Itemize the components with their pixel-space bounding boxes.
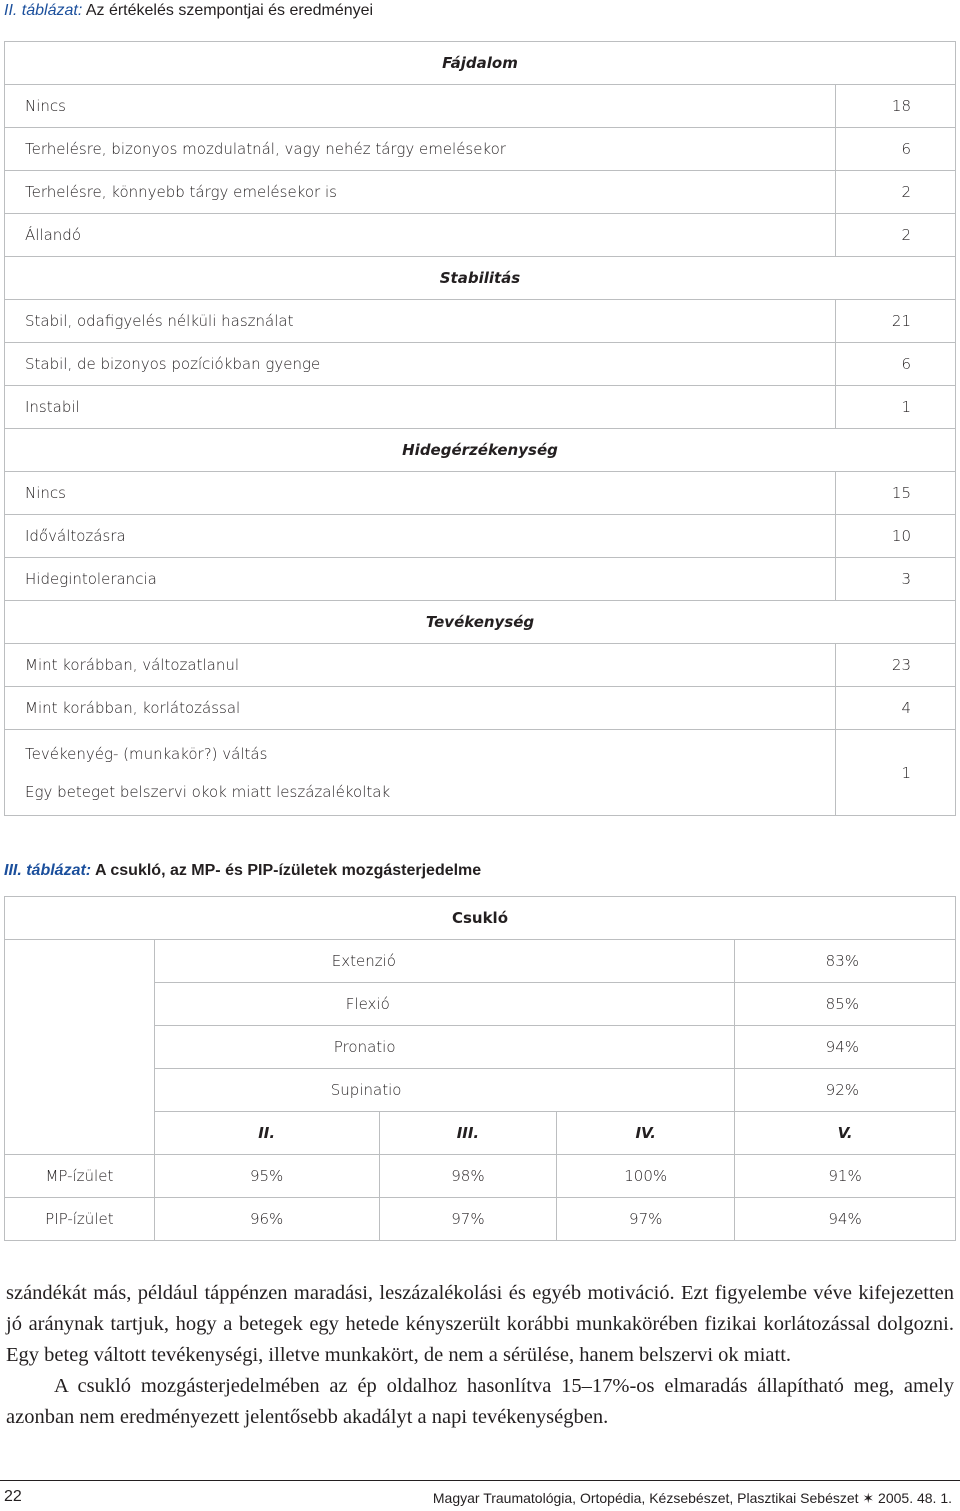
table-row (5, 128, 956, 171)
joint-value: 100% (557, 1155, 735, 1198)
criterion-label: Terhelésre, bizonyos mozdulatnál, vagy nehéz tárgy emelésekor (5, 128, 836, 171)
table-row (5, 214, 956, 257)
table3-title: A csukló, az MP- és PIP-ízületek mozgásterjedelme (91, 862, 482, 879)
section-row (5, 429, 956, 472)
wrist-value: 85% (735, 983, 956, 1026)
section-row (5, 42, 956, 85)
joint-label: MP-ízület (5, 1155, 155, 1198)
patient-count: 10 (836, 515, 956, 558)
criterion-label: Hidegintolerancia (5, 558, 836, 601)
joint-value: 91% (735, 1155, 956, 1198)
finger-header: V. (735, 1112, 956, 1155)
patient-count: 4 (836, 687, 956, 730)
finger-header: IV. (557, 1112, 735, 1155)
section-row (5, 257, 956, 300)
section-heading: Hidegérzékenység (5, 429, 956, 472)
criterion-label: Mint korábban, korlátozással (5, 687, 836, 730)
body-paragraph: A csukló mozgásterjedelmében az ép oldalhoz hasonlítva 15–17%-os elmaradás állapítható meg, amely azonban nem eredményezett jelentősebb akadályt a napi tevékenységben. (6, 1375, 954, 1428)
criterion-label: Mint korábban, változatlanul (5, 644, 836, 687)
table3-label: III. táblázat: (4, 862, 92, 879)
section-heading: Stabilitás (5, 257, 956, 300)
table-row (5, 386, 956, 429)
table2-caption (4, 2, 373, 20)
table-row (5, 687, 956, 730)
criterion-label (5, 730, 836, 816)
blank-cell (5, 1112, 155, 1155)
patient-count: 2 (836, 171, 956, 214)
patient-count: 1 (836, 730, 956, 816)
table2-title: Az értékelés szempontjai és eredményei (82, 2, 374, 19)
table-row (5, 85, 956, 128)
joint-value: 95% (154, 1155, 379, 1198)
evaluation-table (4, 41, 956, 816)
joint-value: 94% (735, 1198, 956, 1241)
wrist-heading: Csukló (5, 897, 956, 940)
table2-label: II. táblázat: (4, 2, 83, 19)
joint-value: 98% (379, 1155, 557, 1198)
wrist-value: 94% (735, 1026, 956, 1069)
page-number: 22 (4, 1488, 22, 1505)
patient-count: 3 (836, 558, 956, 601)
table3-caption (4, 862, 481, 880)
table-row (5, 730, 956, 816)
table-row (5, 515, 956, 558)
wrist-value: 92% (735, 1069, 956, 1112)
joint-value: 97% (379, 1198, 557, 1241)
table-row (5, 171, 956, 214)
patient-count: 6 (836, 128, 956, 171)
patient-count: 2 (836, 214, 956, 257)
joint-label: PIP-ízület (5, 1198, 155, 1241)
criterion-line: Tevékenyég- (munkakör?) váltás (25, 744, 268, 763)
table-row (5, 300, 956, 343)
table-row (5, 558, 956, 601)
wrist-label: Pronatio (154, 1026, 734, 1069)
joint-value: 96% (154, 1198, 379, 1241)
section-heading: Fájdalom (5, 42, 956, 85)
wrist-label: Supinatio (154, 1069, 734, 1112)
table-row (5, 343, 956, 386)
criterion-label: Nincs (5, 85, 836, 128)
patient-count: 23 (836, 644, 956, 687)
patient-count: 6 (836, 343, 956, 386)
range-of-motion-table (4, 896, 956, 1241)
wrist-value: 83% (735, 940, 956, 983)
journal-citation: Magyar Traumatológia, Ortopédia, Kézsebészet, Plasztikai Sebészet ✶ 2005. 48. 1. (432, 1490, 952, 1506)
criterion-label: Időváltozásra (5, 515, 836, 558)
patient-count: 18 (836, 85, 956, 128)
section-heading: Tevékenység (5, 601, 956, 644)
article-body (6, 1278, 954, 1433)
table-row (5, 644, 956, 687)
criterion-label: Instabil (5, 386, 836, 429)
criterion-label: Stabil, odafigyelés nélküli használat (5, 300, 836, 343)
wrist-label: Flexió (154, 983, 734, 1026)
criterion-label: Terhelésre, könnyebb tárgy emelésekor is (5, 171, 836, 214)
criterion-note: Egy beteget belszervi okok miatt leszázalékoltak (25, 782, 391, 801)
joint-value: 97% (557, 1198, 735, 1241)
patient-count: 1 (836, 386, 956, 429)
table-row (5, 472, 956, 515)
patient-count: 21 (836, 300, 956, 343)
patient-count: 15 (836, 472, 956, 515)
section-row (5, 601, 956, 644)
criterion-label: Nincs (5, 472, 836, 515)
wrist-label: Extenzió (154, 940, 734, 983)
body-paragraph: szándékát más, például táppénzen maradási, leszázalékolási és egyéb motiváció. Ezt figyelembe véve kifejezetten jó aránynak tartjuk, hogy a betegek egy hetede kényszerült korábbi munkakörében fizikai korlátozással dolgozni. Egy beteg váltott tevékenységi, illetve munkakört, de nem a sérülése, hanem belszervi ok miatt. (6, 1282, 954, 1366)
criterion-label: Állandó (5, 214, 836, 257)
footer-divider (0, 1480, 960, 1481)
criterion-label: Stabil, de bizonyos pozíciókban gyenge (5, 343, 836, 386)
blank-cell (5, 940, 155, 1112)
finger-header: II. (154, 1112, 379, 1155)
finger-header: III. (379, 1112, 557, 1155)
